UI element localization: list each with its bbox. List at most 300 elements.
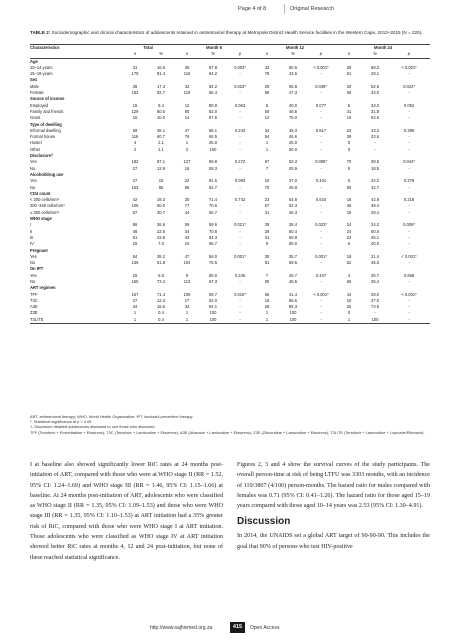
table-cell: 41 [346,108,352,114]
table-cell: - [239,241,241,247]
table-cell: 1 [122,317,148,324]
table-cell: 115 [183,71,191,77]
table-cell: 15 [132,241,138,247]
body-paragraph: In 2014, the UNAIDS set a global ART target of 90-90-90. This includes the goal that 90% of persons who test HIV-positive [237,533,430,550]
table-caption-label: TABLE 2: [30,30,51,35]
table-cell: 0 [347,310,351,316]
table-cell: 33.3 [371,127,380,133]
table-cell: 65.8 [289,83,297,89]
discussion-heading: Discussion [237,516,291,528]
table-cell: 50.0 [289,146,297,152]
table-cell: 15.5 [157,304,165,310]
table-cell: 59.6 [289,260,297,266]
row-label-cell: Informal dwelling [30,127,61,133]
table-cell: - [239,260,241,266]
table-cell: - [320,140,322,146]
table-cell: - [239,203,241,209]
table-cell: 25 [264,83,270,89]
table-cell: 42.9 [371,197,380,203]
table-cell: 19.3 [157,197,165,203]
table-cell: 104 [183,260,191,266]
table-cell: 64.2 [209,71,217,77]
table-cell: 45 [346,203,352,209]
table-cell: 5 [347,102,351,108]
footnote: ART, antiretroviral therapy; WHO, World Health Organization; IPT, isoniazid preventive therapy. [30,414,194,419]
table-cell: - [239,134,241,140]
table-cell: 0.243 [234,127,246,133]
page-number-label: Page 4 of 8 [238,6,267,12]
table-cell: 157 [131,291,139,297]
table-cell: - [320,278,322,284]
table-cell: 32.7 [371,184,380,190]
table-cell: 16.6 [157,64,165,70]
table-cell: - [320,241,322,247]
table-cell: 0.401 [315,178,327,184]
table-cell: 12.3 [157,297,165,303]
table-cell: - [320,146,322,152]
table-cell: 62.0 [209,297,217,303]
table-cell: 62 [346,260,352,266]
table-cell: 43 [184,234,190,240]
table-cell: 28.1 [371,71,380,77]
table-subheader-row [30,51,430,58]
table-cell: 50.0 [371,228,380,234]
table-caption [30,30,430,36]
row-label-cell: TFF [30,291,38,297]
table-cell: 21.4 [371,253,380,259]
table-cell: 44 [184,209,190,215]
table-cell: 6 [347,241,351,247]
table-cell: 96 [184,184,190,190]
table-cell: 39 [264,222,270,228]
table-cell: 81 [264,260,270,266]
table-cell: 4 [133,140,137,146]
table-cell: 36.4 [371,278,380,284]
table-cell: 54 [264,134,270,140]
table-cell: 38.5 [371,159,380,165]
table-cell: 30 [264,253,270,259]
page-header [0,0,453,18]
table-row [30,317,430,324]
row-label-cell: Hostel [30,140,42,146]
table-cell: - [408,184,410,190]
table-cell: 129 [131,108,139,114]
table-cell: 31.8 [371,108,380,114]
table-cell: 0.658 [403,272,415,278]
column-header: % [148,51,174,58]
table-cell: - [239,297,241,303]
section-label-cell: Sex [30,77,38,83]
table-cell: - [320,71,322,77]
table-cell: - [388,317,430,324]
table-cell: - [320,165,322,171]
table-cell: 51 [132,234,138,240]
table-cell: 0.001* [234,253,246,259]
table-cell: 2 [133,146,137,152]
table-cell: 60.0 [289,241,297,247]
table-cell: 9 [185,272,189,278]
table-cell: - [239,115,241,121]
table-cell: 29 [264,228,270,234]
table-cell: - [408,140,410,146]
table-cell: 14 [184,115,190,121]
table-cell: 0 [347,140,351,146]
table-cell: 76.5 [209,260,217,266]
table-cell: 66.7 [209,241,217,247]
table-cell: 22 [184,178,190,184]
table-cell: 179 [131,71,139,77]
table-cell: - [408,297,410,303]
row-label-cell: Yes [30,178,37,184]
row-label-cell: T3C [30,297,38,303]
table-cell: 153 [131,184,139,190]
row-label-cell: Employed [30,102,49,108]
table-cell: 10.0 [157,115,165,121]
footnote: *, Statistical significance at p < 0.05. [30,419,93,425]
table-cell: - [320,184,322,190]
table-cell: 60.4 [289,228,297,234]
table-cell: 23 [346,127,352,133]
table-cell: 16 [184,165,190,171]
table-cell: - [239,234,241,240]
table-cell: - [320,90,322,96]
table-cell: 32 [184,304,190,310]
table-cell: 59 [184,222,190,228]
table-cell: 17 [184,297,190,303]
table-cell: 17.3 [157,83,165,89]
table-cell: - [408,278,410,284]
table-cell: 68.1 [209,127,217,133]
table-cell: 80.6 [157,108,165,114]
table-cell: - [226,317,254,324]
table-cell: - [239,90,241,96]
table-cell: 46.3 [289,209,297,215]
table-cell: 30.7 [157,209,165,215]
table-cell: 86 [132,222,138,228]
table-cell: - [320,260,322,266]
table-cell: 0.008* [315,159,327,165]
row-label-cell: No [30,260,36,266]
column-group-header: Total [122,45,174,52]
table-cell: 60.0 [209,272,217,278]
table-cell: 22.5 [157,228,165,234]
table-cell: 23 [264,197,270,203]
table-cell: 36.1 [157,127,165,133]
table-cell: 46.5 [289,108,297,114]
table-cell: 127 [183,159,191,165]
table-cell: 45.8 [289,184,297,190]
table-cell: - [408,260,410,266]
row-label-cell: II [30,228,33,234]
table-cell: 82.7 [157,90,165,96]
table-cell: 28.4 [371,209,380,215]
table-cell: 31 [264,209,270,215]
table-cell: 60.8 [289,234,297,240]
body-column-right [237,460,430,552]
table-cell: - [239,146,241,152]
table-cell: 0.077 [315,102,327,108]
row-label-cell: Yes [30,159,37,165]
table-cell: 51 [346,71,352,77]
table-cell: 0.4 [148,317,174,324]
table-header-row [30,45,430,52]
table-cell: 84 [132,253,138,259]
table-cell: 48 [132,228,138,234]
column-header: n [254,51,280,58]
table-cell: 10 [346,115,352,121]
table-cell: - [239,71,241,77]
column-header: % [280,51,306,58]
table-cell: 41.4 [289,291,297,297]
table-cell: 50.0 [157,203,165,209]
table-cell: 1 [185,140,189,146]
row-label-cell: No [30,278,36,284]
table-cell: 1.1 [158,146,164,152]
section-label: Original Research [290,6,335,12]
table-cell: 76 [184,134,190,140]
table-cell: - [239,209,241,215]
row-label-cell: Family and friends [30,108,64,114]
table-cell: 57 [264,203,270,209]
table-cell: 53.3 [289,159,297,165]
table-footnotes [30,414,430,435]
table-cell: < 0.001* [313,64,329,70]
table-cell: 1 [265,146,269,152]
column-group-header: Month 24 [336,45,430,52]
table-cell: 61.8 [157,260,165,266]
table-cell: 23 [346,234,352,240]
table-cell: 25.0 [289,140,297,146]
table-cell: 39.4 [371,203,380,209]
table-cell: 0.407 [315,272,327,278]
section-label-cell: Disclosure† [30,153,54,159]
table-cell: 5 [347,165,351,171]
table-cell: 36.5 [157,222,165,228]
row-label-cell: No [30,184,36,190]
table-cell: 6 [265,102,269,108]
table-cell: - [408,304,410,310]
table-cell: 37.0 [289,178,297,184]
table-cell: 70.6 [209,203,217,209]
table-cell: - [239,140,241,146]
table-cell: 7 [265,165,269,171]
table-cell: 56.0 [209,253,217,259]
row-label-cell: 200–349 cells/mm³ [30,203,65,209]
table-cell: - [320,209,322,215]
table-cell: 70 [346,159,352,165]
table-cell: 27 [132,297,138,303]
table-cell: 60 [264,108,270,114]
table-cell: 47.3 [289,90,297,96]
table-cell: < 0.001* [401,64,417,70]
column-group-header: Month 12 [254,45,336,52]
table-cell: 80 [184,108,190,114]
table-cell: 1 [265,140,269,146]
table-cell: 35.7 [289,253,297,259]
table-cell: 34 [264,127,270,133]
table-cell: 9 [265,241,269,247]
table-cell: 0.4 [158,310,164,316]
row-label-cell: I [30,222,32,228]
table-cell: < 0.001* [313,291,329,297]
table-cell: 1 [265,310,269,316]
table-cell: 81.4 [157,71,165,77]
table-cell: 22.2 [371,178,380,184]
table-cell: - [239,278,241,284]
table-cell: 0.346 [234,272,246,278]
row-label-cell: Female [30,90,44,96]
table-cell: 78 [264,71,270,77]
table-cell: 77 [184,203,190,209]
body-column-left [30,460,223,563]
table-cell: 97 [264,159,270,165]
table-cell: 25.9 [289,165,297,171]
table-cell: 34 [132,304,138,310]
table-cell: - [320,310,322,316]
table-cell: 0.021* [234,222,246,228]
table-cell: 28.0 [371,291,380,297]
table-cell: 69.8 [209,159,217,165]
table-cell: 1 [336,317,362,324]
table-cell: 0.010* [234,291,246,297]
table-cell: 25.0 [209,140,217,146]
table-cell: 87.5 [209,115,217,121]
table-cell: - [320,228,322,234]
table-cell: - [320,115,322,121]
table-cell: 23.9 [157,234,165,240]
table-cell: 15 [264,297,270,303]
section-label-cell: Source of income [30,96,65,102]
table-cell: 69.7 [209,291,217,297]
table-cell: < 0.001* [401,253,417,259]
row-label-cell: T3L/TE [30,317,122,324]
table-cell: 46.6 [289,134,297,140]
table-cell: 84.3 [209,234,217,240]
table-cell: 0.008* [403,222,415,228]
table-cell: 33 [264,64,270,70]
section-label-cell: Alcohol/drug use [30,171,64,177]
table-cell: 27 [132,165,138,171]
table-cell: - [408,310,410,316]
table-cell: 100 [200,317,226,324]
table-cell: - [408,146,410,152]
table-cell: 136 [131,260,139,266]
table-cell: 0.003* [234,64,246,70]
column-header: p [306,51,336,58]
table-cell: 30 [184,197,190,203]
table-cell: 86 [264,90,270,96]
section-label-cell: On IPT [30,266,44,272]
table-cell: 113 [183,278,191,284]
table-cell: 0.634 [315,197,327,203]
table-cell: - [320,203,322,209]
table-cell: 0.022* [403,83,415,89]
row-label-cell: Yes [30,272,37,278]
table-cell: 100 [289,310,297,316]
table-cell: - [408,108,410,114]
table-cell: 62.5 [371,115,380,121]
table-cell: 65.7 [209,209,217,215]
table-cell: 165 [131,278,139,284]
table-cell: 85 [158,184,164,190]
table-cell: 18.5 [371,165,380,171]
table-cell: 15 [158,178,164,184]
table-cell: 0 [347,146,351,152]
table-cell: 38.2 [157,253,165,259]
table-cell: - [408,90,410,96]
table-cell: 24.2 [371,222,380,228]
table-cell: 75.0 [289,115,297,121]
table-cell: 109 [183,291,191,297]
table-cell: 65 [264,291,270,297]
table-caption-text: Sociodemographic and clinical characteristics of adolescents retained in antiretroviral therapy at Metropole District Health Service facilities in the Western Cape, 2013–2015 (N = 220). [51,30,423,35]
table-cell: 31 [132,64,138,70]
table-cell: 87.8 [209,64,217,70]
table-cell: 45.1 [371,234,380,240]
table-cell: - [408,241,410,247]
table-cell: 87.1 [157,159,165,165]
footnote: TFF (Tenofovir + Emtricitabine + Efavirenz), T3C (Tenofovir + Lamivudine + Efavirenz), A3E (Abacavir + Lamivudine + Efavirenz), Z3E (Zidovudine + Lamivudine + Efavirenz), T3L/TE (Tenofovir + Lamivudine + Lopinavir/Ritonavir). [30,429,425,435]
body-paragraph: Figures 2, 3 and 4 show the survival curves of the study participants. The overall person-time at risk of being LTFU was 3303 months, with an incidence of 119/3807 (4/100) person-months. The hazard ratio for males compared with females was 0.71 (95% CI: 0.41–1.26). The hazard ratio for those aged 15–19 years compared with those aged 10–14 years was 2.53 (95% CI: 1.30–4.91). [237,462,430,510]
row-label-cell: Other [30,146,41,152]
row-label-cell: III [30,234,34,240]
table-cell: 42 [132,197,138,203]
table-cell: 20 [346,83,352,89]
table-cell: 12 [184,102,190,108]
table-cell: 18 [346,253,352,259]
table-cell: 60.7 [157,134,165,140]
table-cell: - [320,304,322,310]
table-cell: 1 [254,317,280,324]
table-cell: 33.0 [371,90,380,96]
table-cell: 32 [184,83,190,89]
table-cell: 0.742 [234,197,246,203]
table-cell: 2 [185,146,189,152]
table-cell: - [239,108,241,114]
table-cell: 100 [362,317,388,324]
column-header: % [200,51,226,58]
table-cell: 6.8 [158,272,164,278]
table-cell: - [306,317,336,324]
table-cell: 19 [346,209,352,215]
row-label-cell: < 200 cells/mm³ [30,197,60,203]
table-cell: 62.7 [209,184,217,190]
table-cell: 52.3 [289,203,297,209]
section-label-cell: Pregnant [30,247,48,253]
table-cell: 15 [132,102,138,108]
table-cell: - [408,228,410,234]
table-cell: 59.3 [209,165,217,171]
journal-url-link[interactable]: http://www.sajhivmed.org.za [150,625,213,631]
table-cell: 1 [185,310,189,316]
table-cell: 2.1 [158,140,164,146]
table-cell: 0.044* [403,159,415,165]
table-cell: 0.052 [403,102,415,108]
table-cell: 65.4 [209,90,217,96]
table-cell: 0.279 [403,178,415,184]
table-cell: 94.1 [209,304,217,310]
table-cell: 40.0 [371,241,380,247]
column-group-header: Characteristics [30,45,122,52]
row-label-cell: No [30,165,36,171]
section-label-cell: WHO stage [30,216,52,222]
table-section-row [30,58,430,65]
column-header: p [388,51,430,58]
table-cell: - [239,228,241,234]
table-cell: - [320,234,322,240]
table-cell: 33.6 [371,134,380,140]
table-cell: - [408,203,410,209]
